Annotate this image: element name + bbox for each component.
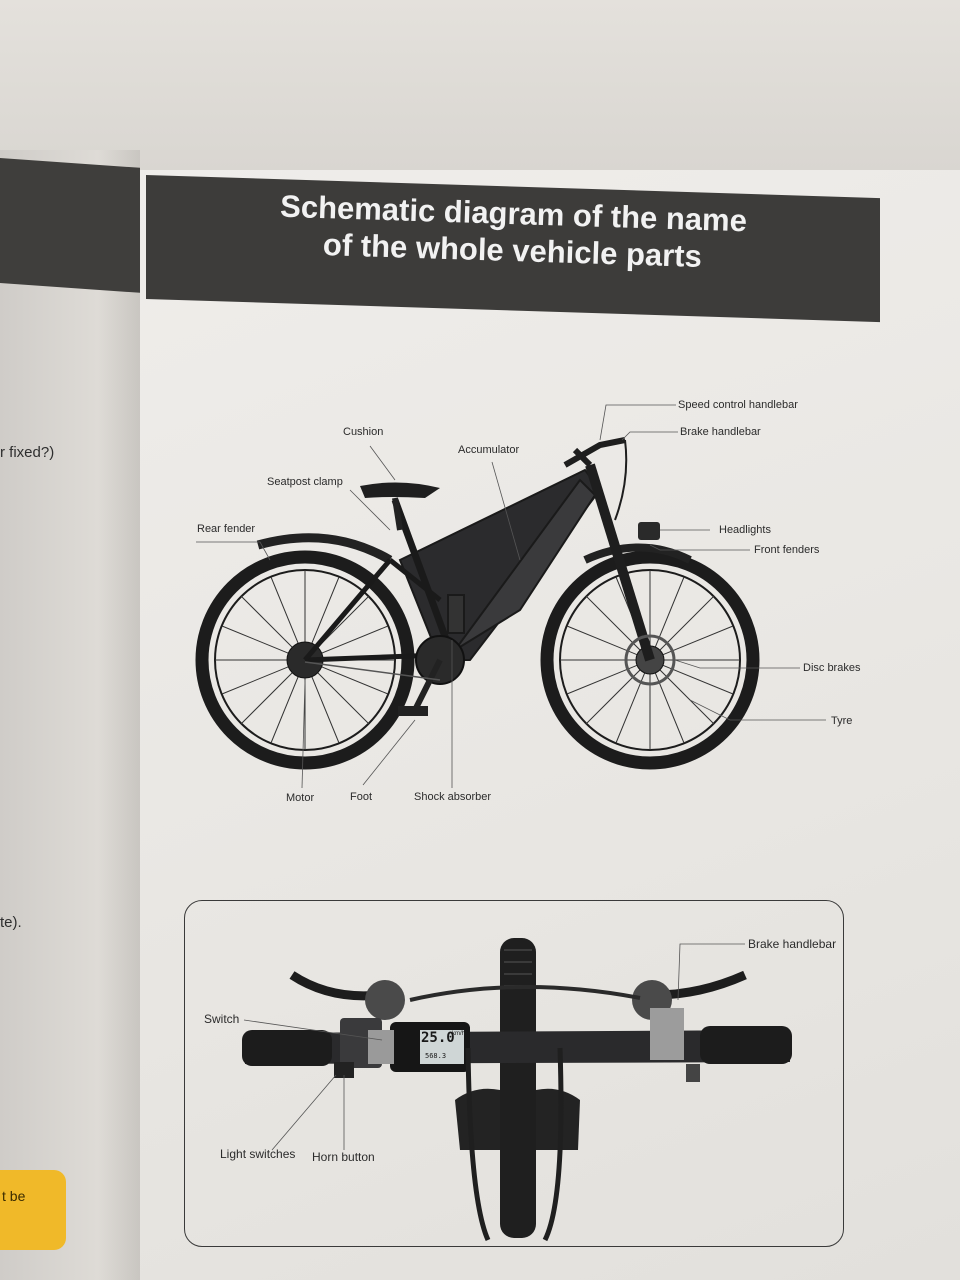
headlight-shape [638, 522, 660, 540]
label-handlebar-brake: Brake handlebar [748, 937, 837, 951]
page-title-line2: of the whole vehicle parts [322, 227, 703, 274]
label-accumulator: Accumulator [458, 444, 520, 456]
seat-shape [360, 482, 440, 498]
label-shock-absorber: Shock absorber [414, 791, 492, 803]
label-seatpost-clamp: Seatpost clamp [267, 476, 343, 488]
lcd-unit: km/h [452, 1031, 466, 1037]
label-tyre: Tyre [831, 715, 853, 727]
page-title-line1: Schematic diagram of the name [279, 188, 748, 239]
note-text: t be [2, 1188, 26, 1204]
label-cushion: Cushion [343, 426, 384, 438]
label-switch: Switch [204, 1012, 240, 1026]
label-brake-handlebar: Brake handlebar [680, 426, 761, 438]
label-disc-brakes: Disc brakes [803, 662, 861, 674]
label-foot: Foot [350, 791, 373, 803]
handlebar-panel [184, 900, 844, 1247]
left-page-text-fixed: r fixed?) [0, 444, 55, 461]
left-page-text-te: te). [0, 914, 22, 931]
lcd-odometer: 568.3 [425, 1052, 447, 1060]
label-rear-fender: Rear fender [197, 523, 256, 535]
lcd-speed: 25.0 [421, 1030, 455, 1046]
label-light-switches: Light switches [220, 1147, 296, 1161]
label-motor: Motor [286, 792, 315, 804]
label-speed-control-handlebar: Speed control handlebar [678, 399, 798, 411]
label-horn-button: Horn button [312, 1150, 375, 1164]
label-front-fenders: Front fenders [754, 544, 820, 556]
label-headlights: Headlights [719, 524, 771, 536]
